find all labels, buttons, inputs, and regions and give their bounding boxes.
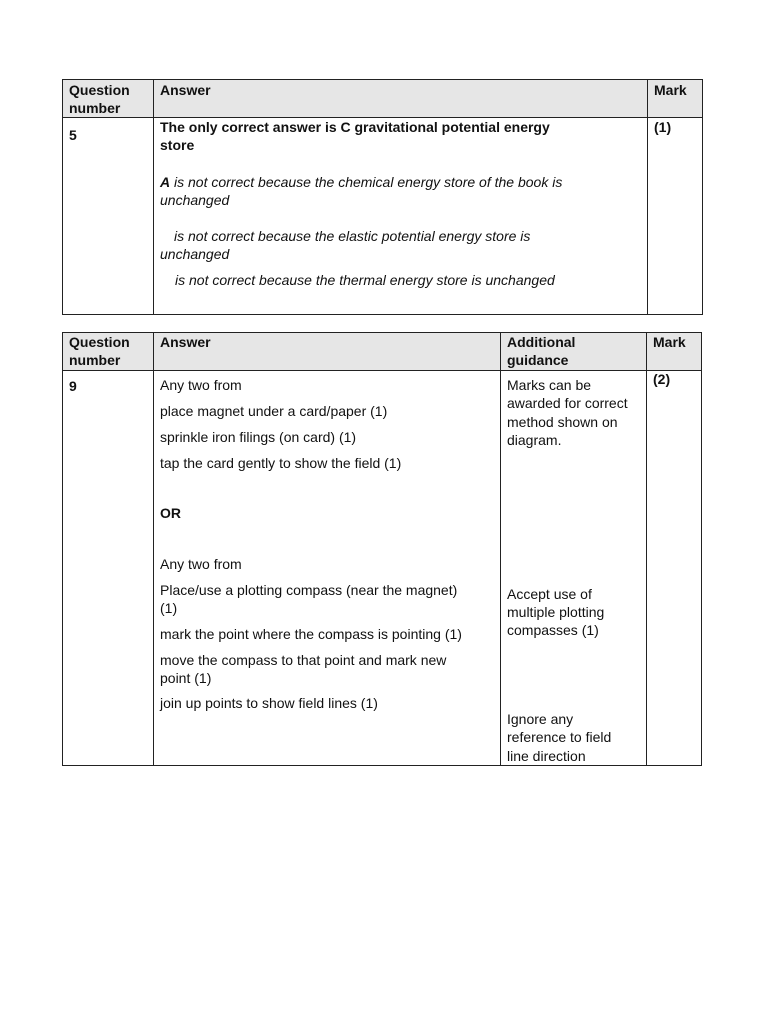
table-header [63, 333, 701, 371]
guidance-line: Marks can be [507, 377, 592, 393]
distractor-reason: is not correct because the chemical energy store of the book is [174, 174, 563, 190]
guidance-line: reference to field [507, 729, 612, 745]
guidance-line: method shown on [507, 414, 618, 430]
header-mark: Mark [653, 334, 686, 350]
answer-line: mark the point where the compass is pointing (1) [160, 626, 462, 642]
answer-line: move the compass to that point and mark new [160, 652, 447, 668]
distractor-reason: is not correct because the elastic potential energy store is [174, 228, 531, 244]
mark-value: (2) [653, 371, 671, 387]
answer-line: join up points to show field lines (1) [160, 695, 378, 711]
answer-line: Any two from [160, 377, 242, 393]
header-answer: Answer [160, 334, 211, 350]
correct-answer: The only correct answer is C gravitational potential energy [160, 119, 550, 135]
column-divider [153, 80, 154, 314]
guidance-line: compasses (1) [507, 622, 599, 638]
distractor-reason-cont: unchanged [160, 246, 230, 262]
header-answer: Answer [160, 82, 211, 98]
header-question-number: Question number [69, 334, 130, 368]
column-divider [153, 333, 154, 765]
header-question-number: Question number [69, 82, 130, 116]
mark-scheme-table-q5 [62, 79, 703, 315]
answer-line: (1) [160, 600, 178, 616]
answer-line: place magnet under a card/paper (1) [160, 403, 388, 419]
column-divider [500, 333, 501, 765]
correct-answer-cont: store [160, 137, 195, 153]
answer-line: Any two from [160, 556, 242, 572]
header-guidance: Additional [507, 334, 576, 350]
distractor-reason-cont: unchanged [160, 192, 230, 208]
guidance-line: line direction [507, 748, 586, 764]
mark-scheme-table-q9 [62, 332, 702, 766]
question-number: 9 [69, 378, 77, 394]
header-guidance-cont: guidance [507, 352, 569, 368]
answer-line: Place/use a plotting compass (near the magnet) [160, 582, 458, 598]
guidance-line: awarded for correct [507, 395, 628, 411]
column-divider [646, 333, 647, 765]
answer-line: tap the card gently to show the field (1) [160, 455, 402, 471]
question-number: 5 [69, 127, 77, 143]
mark-value: (1) [654, 119, 672, 135]
guidance-line: Ignore any [507, 711, 574, 727]
answer-or: OR [160, 505, 181, 521]
guidance-line: multiple plotting [507, 604, 605, 620]
table-header [63, 80, 702, 118]
answer-line: sprinkle iron filings (on card) (1) [160, 429, 357, 445]
guidance-line: Accept use of [507, 586, 592, 602]
distractor-letter: A [160, 174, 171, 190]
column-divider [647, 80, 648, 314]
guidance-line: diagram. [507, 432, 562, 448]
header-mark: Mark [654, 82, 687, 98]
answer-line: point (1) [160, 670, 212, 686]
distractor-reason: is not correct because the thermal energy store is unchanged [175, 272, 555, 288]
